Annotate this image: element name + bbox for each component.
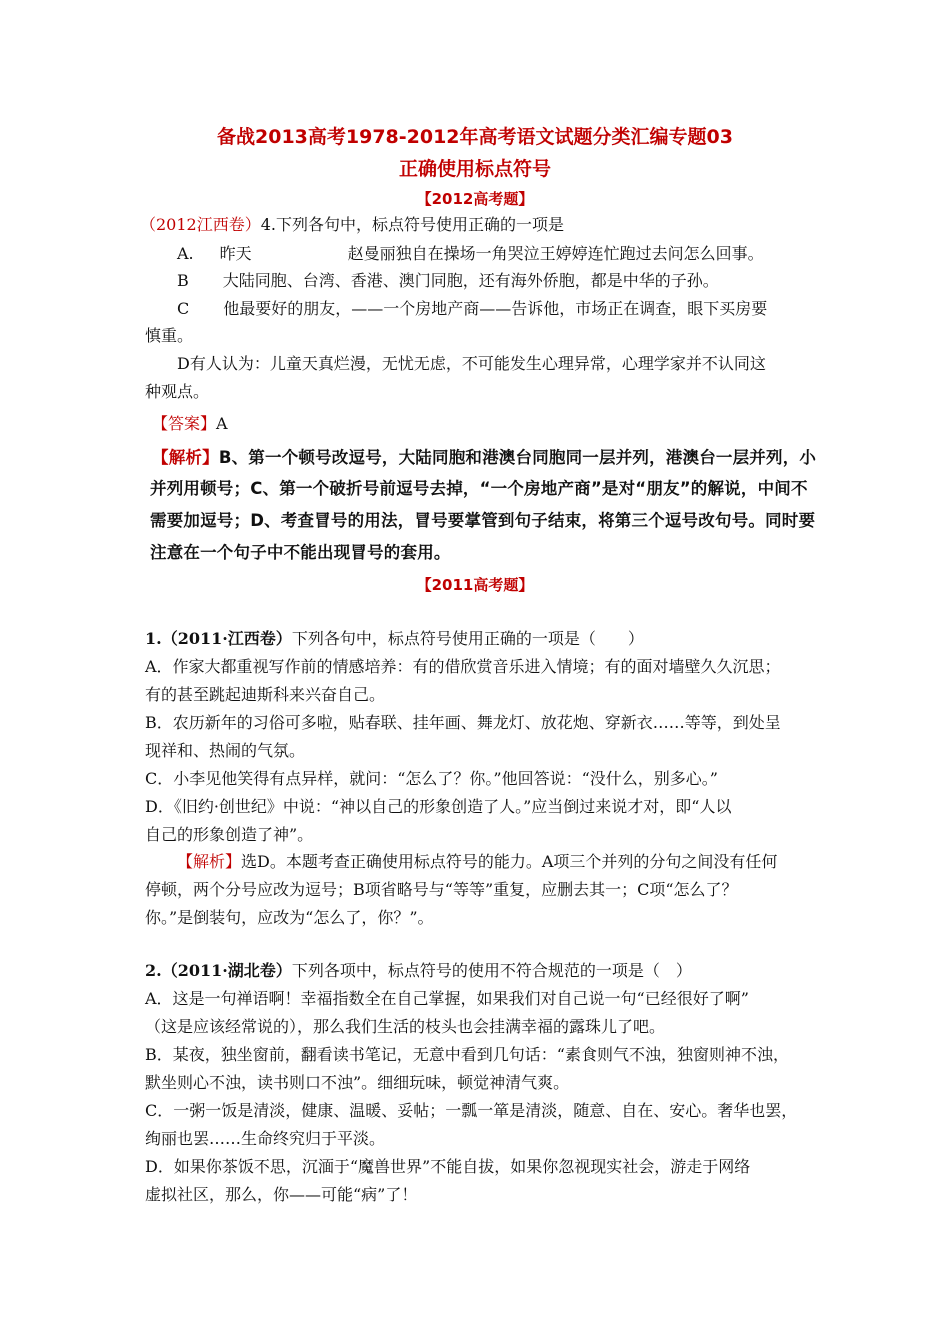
analysis-text: B、第一个顿号改逗号，大陆同胞和港澳台同胞同一层并列，港澳台一层并列，小 xyxy=(218,448,817,467)
q2-line: 虚拟社区，那么，你——可能“病”了！ xyxy=(145,1185,418,1204)
option-d-line1: D有人认为：儿童天真烂漫，无忧无虑，不可能发生心理异常，心理学家并不认同这 xyxy=(177,354,766,373)
analysis-label: 【解析】 xyxy=(152,448,219,467)
question-number: 2.（2011·湖北卷） xyxy=(145,961,292,980)
analysis-label: 【解析】 xyxy=(177,852,242,871)
q1-line: D．《旧约·创世纪》中说：“神以自己的形象创造了人。”应当倒过来说才对，即“人以 xyxy=(145,797,732,816)
option-letter: A. xyxy=(177,244,194,263)
question-stem: 4.下列各句中，标点符号使用正确的一项是 xyxy=(260,215,565,234)
question-source: （2012江西卷） xyxy=(140,215,261,234)
analysis-text: 选D。本题考查正确使用标点符号的能力。A项三个并列的分句之间没有任何 xyxy=(241,852,778,871)
document-title: 备战2013高考1978-2012年高考语文试题分类汇编专题03 xyxy=(217,126,733,148)
analysis-line-4: 注意在一个句子中不能出现冒号的套用。 xyxy=(150,543,451,562)
option-letter: C xyxy=(177,299,190,318)
q2-line: B．某夜，独坐窗前，翻看读书笔记，无意中看到几句话：“素食则气不浊，独窗则神不浊， xyxy=(145,1045,789,1064)
answer-label: 【答案】 xyxy=(152,414,217,433)
analysis-line-1 xyxy=(152,447,816,469)
section-heading-2011: 【2011高考题】 xyxy=(416,576,534,594)
option-a xyxy=(177,243,764,265)
question-stem: 下列各句中，标点符号使用正确的一项是（ ） xyxy=(291,629,644,648)
q2-line: （这是应该经常说的），那么我们生活的枝头也会挂满幸福的露珠儿了吧。 xyxy=(145,1017,666,1036)
q1-line: 自己的形象创造了神”。 xyxy=(145,825,314,844)
option-text: 大陆同胞、台湾、香港、澳门同胞，还有海外侨胞，都是中华的子孙。 xyxy=(222,271,719,290)
q1-stem xyxy=(145,628,644,650)
answer-line xyxy=(152,413,228,435)
document-subtitle: 正确使用标点符号 xyxy=(398,158,551,180)
option-c-line2: 慎重。 xyxy=(145,326,194,345)
question-2012-stem xyxy=(140,214,564,236)
section-heading-2012: 【2012高考题】 xyxy=(416,190,534,208)
option-letter: B xyxy=(177,271,189,290)
option-text: 昨天 xyxy=(219,244,252,263)
analysis-line-3: 需要加逗号；D、考查冒号的用法，冒号要掌管到句子结束，将第三个逗号改句号。同时要 xyxy=(150,511,816,530)
q1-line: 有的甚至跳起迪斯科来兴奋自己。 xyxy=(145,685,386,704)
q2-stem xyxy=(145,960,692,982)
q1-line: B．农历新年的习俗可多啦，贴春联、挂年画、舞龙灯、放花炮、穿新衣……等等，到处呈 xyxy=(145,713,781,732)
analysis-line-2: 并列用顿号；C、第一个破折号前逗号去掉，“一个房地产商”是对“朋友”的解说，中间不 xyxy=(150,479,808,498)
q1-line: A．作家大都重视写作前的情感培养：有的借欣赏音乐进入情境；有的面对墙壁久久沉思； xyxy=(145,657,781,676)
question-stem: 下列各项中，标点符号的使用不符合规范的一项是（ ） xyxy=(291,961,692,980)
question-number: 1.（2011·江西卷） xyxy=(145,629,292,648)
q2-line: C．一粥一饭是清淡，健康、温暖、妥帖；一瓢一箪是清淡，随意、自在、安心。奢华也罢， xyxy=(145,1101,798,1120)
q2-line: 默坐则心不浊，读书则口不浊”。细细玩味，顿觉神清气爽。 xyxy=(145,1073,570,1092)
q1-analysis-line-2: 停顿，两个分号应改为逗号；B项省略号与“等等”重复，应删去其一；C项“怎么了？ xyxy=(145,880,738,899)
option-c-line1 xyxy=(177,298,767,320)
option-text: 他最要好的朋友，——一个房地产商——告诉他，市场正在调查，眼下买房要 xyxy=(223,299,768,318)
q1-line: C．小李见他笑得有点异样，就问：“怎么了？你。”他回答说：“没什么，别多心。” xyxy=(145,769,718,788)
option-b xyxy=(177,270,719,292)
q2-line: 绚丽也罢……生命终究归于平淡。 xyxy=(145,1129,386,1148)
option-d-line2: 种观点。 xyxy=(145,382,210,401)
option-text: 赵曼丽独自在操场一角哭泣王婷婷连忙跑过去问怎么回事。 xyxy=(347,244,764,263)
q1-line: 现祥和、热闹的气氛。 xyxy=(145,741,306,760)
q1-analysis-line-3: 你。”是倒装句，应改为“怎么了，你？”。 xyxy=(145,908,434,927)
q1-analysis-line-1 xyxy=(177,851,777,873)
q2-line: D．如果你茶饭不思，沉湎于“魔兽世界”不能自拔，如果你忽视现实社会，游走于网络 xyxy=(145,1157,751,1176)
q2-line: A．这是一句禅语啊！幸福指数全在自己掌握，如果我们对自己说一句“已经很好了啊” xyxy=(145,989,749,1008)
answer-value: A xyxy=(216,414,228,433)
